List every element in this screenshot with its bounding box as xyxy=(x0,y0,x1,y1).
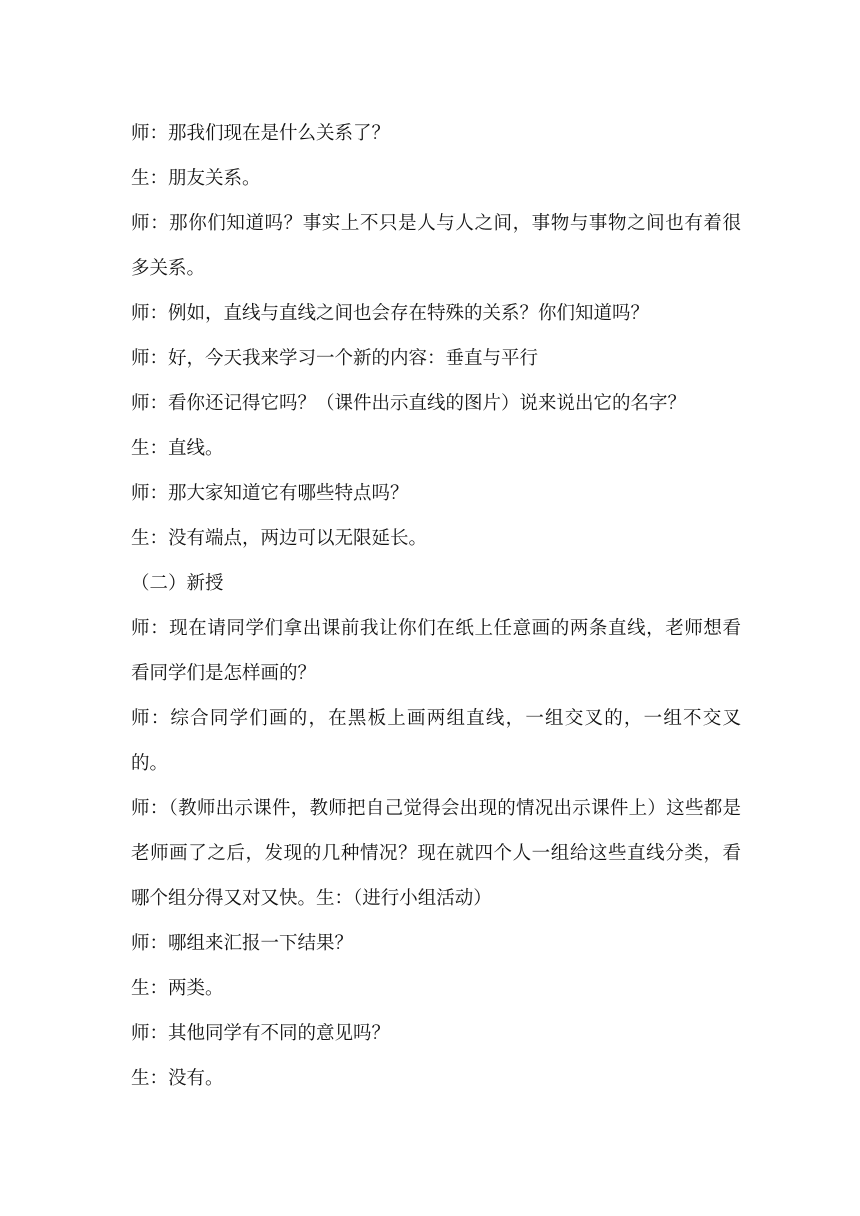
paragraph-teacher-report: 师：哪组来汇报一下结果？ xyxy=(131,933,354,954)
paragraph-student-two-types: 生：两类。 xyxy=(131,978,224,999)
lesson-transcript xyxy=(131,111,741,1101)
paragraph-teacher-relationship: 师：那我们现在是什么关系了？ xyxy=(131,123,391,144)
paragraph-student-none: 生：没有。 xyxy=(131,1068,224,1089)
paragraph-teacher-blackboard: 师：综合同学们画的，在黑板上画两组直线，一组交叉的，一组不交叉的。 xyxy=(131,708,741,774)
paragraph-teacher-things-relations: 师：那你们知道吗？事实上不只是人与人之间，事物与事物之间也有着很多关系。 xyxy=(131,213,741,279)
paragraph-student-no-endpoints: 生：没有端点，两边可以无限延长。 xyxy=(131,528,428,549)
paragraph-teacher-new-topic: 师：好，今天我来学习一个新的内容：垂直与平行 xyxy=(131,348,539,369)
paragraph-student-friends: 生：朋友关系。 xyxy=(131,168,261,189)
section-heading-new-lesson: （二）新授 xyxy=(131,573,224,594)
paragraph-teacher-other-opinions: 师：其他同学有不同的意见吗？ xyxy=(131,1023,391,1044)
paragraph-teacher-features: 师：那大家知道它有哪些特点吗？ xyxy=(131,483,409,504)
paragraph-teacher-courseware: 师：（教师出示课件，教师把自己觉得会出现的情况出示课件上）这些都是老师画了之后，发现的几种情况？现在就四个人一组给这些直线分类，看哪个组分得又对又快。生：（进行小组活动） xyxy=(131,798,741,909)
paragraph-teacher-lines-relation: 师：例如，直线与直线之间也会存在特殊的关系？你们知道吗？ xyxy=(131,303,650,324)
paragraph-teacher-remember: 师：看你还记得它吗？（课件出示直线的图片）说来说出它的名字？ xyxy=(131,393,687,414)
paragraph-student-line: 生：直线。 xyxy=(131,438,224,459)
paragraph-teacher-take-out-lines: 师：现在请同学们拿出课前我让你们在纸上任意画的两条直线，老师想看看同学们是怎样画的？ xyxy=(131,618,741,684)
